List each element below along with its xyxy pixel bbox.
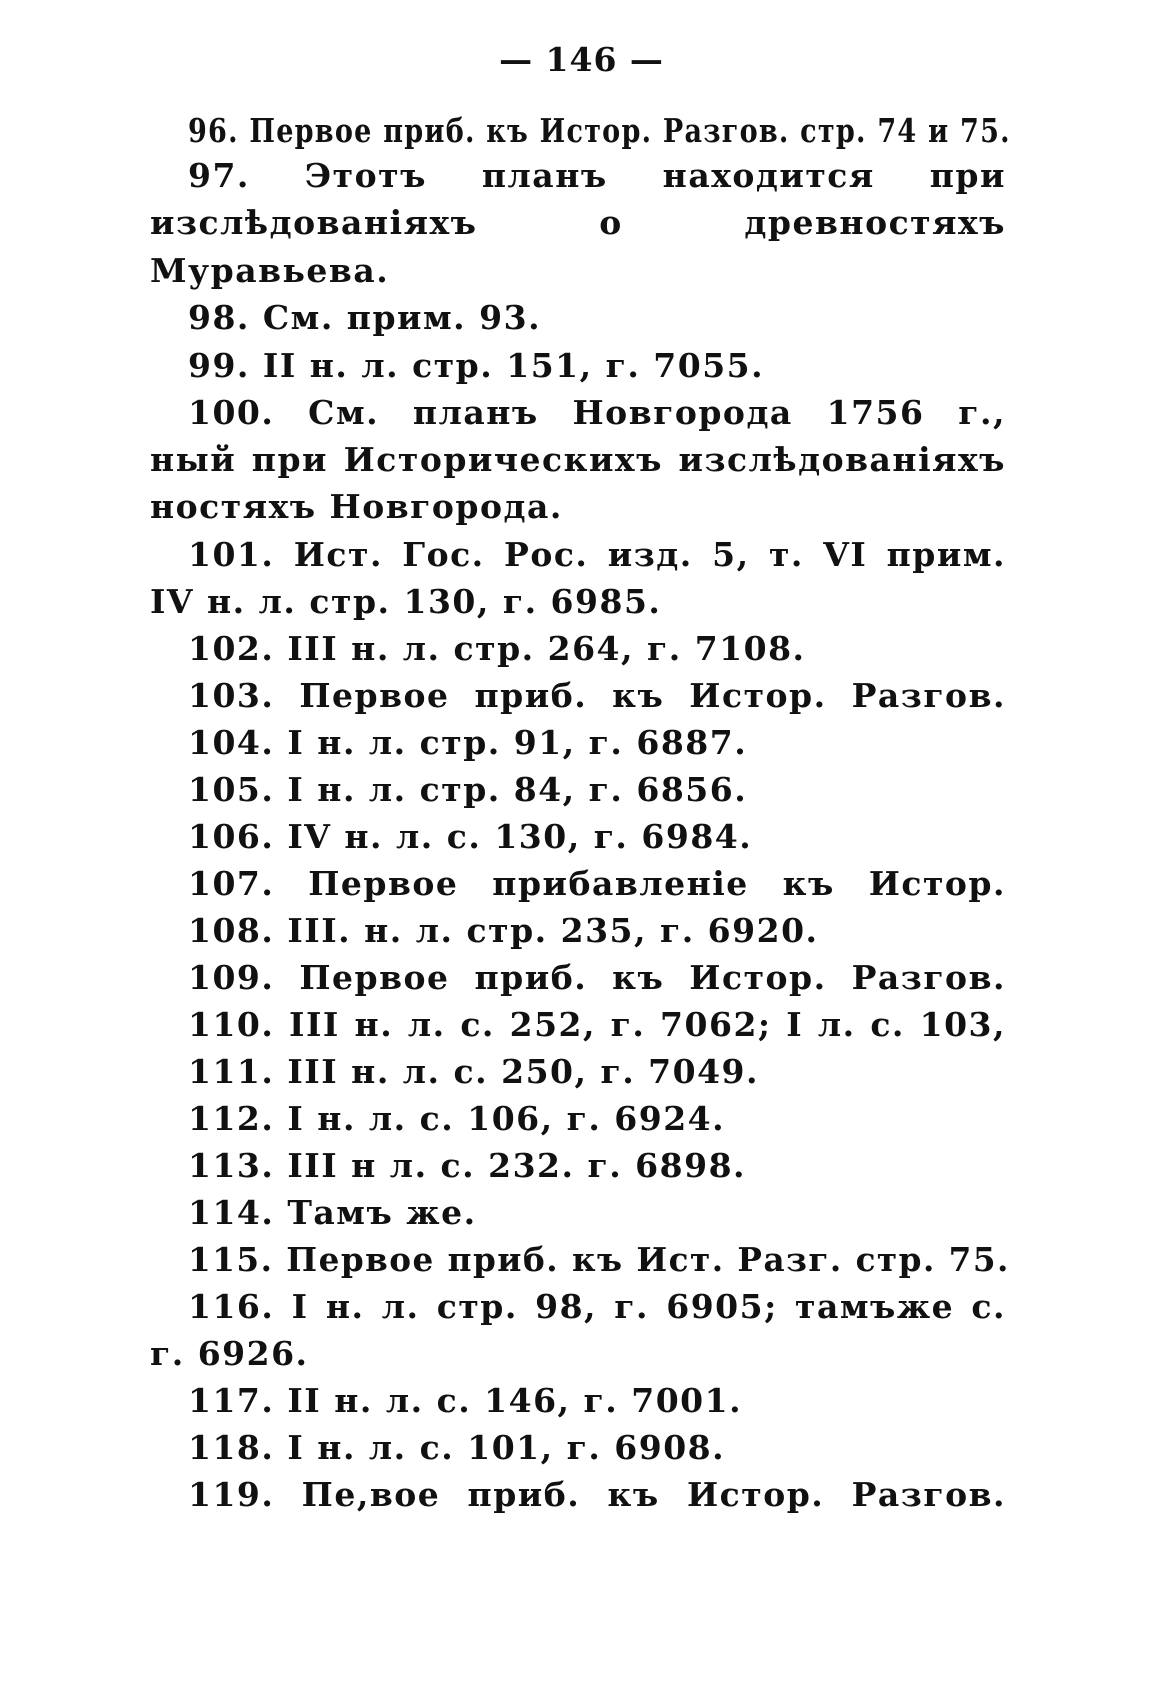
note-line: г. 6926. — [150, 1334, 309, 1373]
note-line: 111. III н. л. с. 250, г. 7049. — [188, 1052, 760, 1091]
note-line: 97. Этотъ планъ находится при — [188, 156, 1006, 195]
note-line: 105. I н. л. стр. 84, г. 6856. — [188, 770, 748, 809]
note-line: ный при Историческихъ изслѣдованiяхъ — [150, 440, 1006, 479]
note-line: изслѣдованiяхъ о древностяхъ — [150, 203, 1006, 242]
note-line: 102. III н. л. стр. 264, г. 7108. — [188, 629, 806, 668]
note-line: 104. I н. л. стр. 91, г. 6887. — [188, 723, 748, 762]
note-line: 115. Первое приб. къ Ист. Разг. стр. 75. — [188, 1240, 1010, 1279]
note-line: 103. Первое приб. къ Истор. Разгов. — [188, 676, 1006, 715]
note-line: ностяхъ Новгорода. — [150, 487, 563, 526]
note-line: 101. Ист. Гос. Рос. изд. 5, т. VI прим. — [188, 535, 1006, 574]
note-line: 100. См. планъ Новгорода 1756 г., — [188, 393, 1006, 432]
note-line: 99. II н. л. стр. 151, г. 7055. — [188, 346, 765, 385]
note-line: 110. III н. л. с. 252, г. 7062; I л. с. 103, — [188, 1005, 1006, 1044]
note-line: 98. См. прим. 93. — [188, 298, 542, 337]
note-line: 116. I н. л. стр. 98, г. 6905; тамъже с. — [188, 1287, 1006, 1326]
note-line: 106. IV н. л. с. 130, г. 6984. — [188, 817, 753, 856]
note-line: 117. II н. л. с. 146, г. 7001. — [188, 1381, 743, 1420]
note-line: 108. III. н. л. стр. 235, г. 6920. — [188, 911, 819, 950]
note-line: 96. Первое приб. къ Истор. Разгов. стр. 74 и 75. — [188, 111, 1011, 150]
note-line: IV н. л. стр. 130, г. 6985. — [150, 582, 662, 621]
note-line: 109. Первое приб. къ Истор. Разгов. — [188, 958, 1006, 997]
note-line: 118. I н. л. с. 101, г. 6908. — [188, 1428, 726, 1467]
note-line: 119. Пе,вое приб. къ Истор. Разгов. — [188, 1475, 1006, 1514]
note-line: 112. I н. л. с. 106, г. 6924. — [188, 1099, 726, 1138]
note-line: 107. Первое прибавленiе къ Истор. — [188, 864, 1006, 903]
note-line: 113. III н л. с. 232. г. 6898. — [188, 1146, 747, 1185]
note-line: Муравьева. — [150, 251, 390, 290]
page-number: — 146 — — [499, 40, 664, 79]
note-line: 114. Тамъ же. — [188, 1193, 477, 1232]
